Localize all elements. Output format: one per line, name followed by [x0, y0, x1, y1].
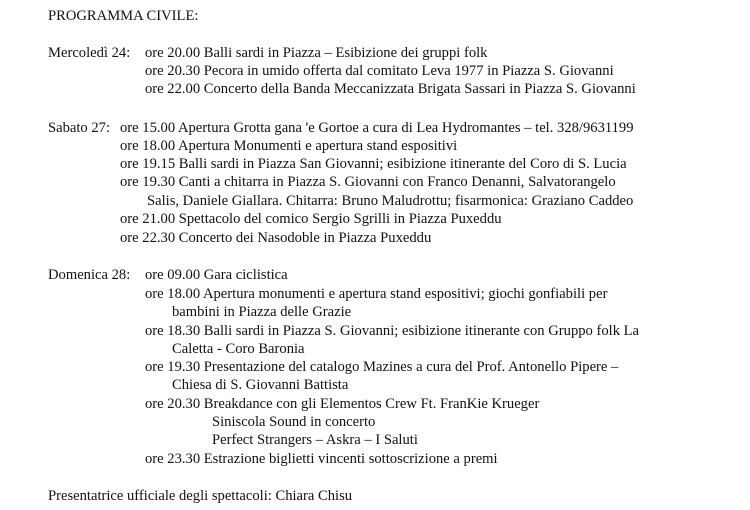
event-line: ore 19.30 Canti a chitarra in Piazza S. Giovanni con Franco Denanni, Salvatorangelo: [120, 174, 616, 190]
event-line: ore 18.00 Apertura monumenti e apertura stand espositivi; giochi gonfiabili per: [145, 286, 608, 302]
event-line: ore 22.30 Concerto dei Nasodoble in Piazza Puxeddu: [120, 230, 432, 246]
event-line: ore 20.30 Pecora in umido offerta dal comitato Leva 1977 in Piazza S. Giovanni: [145, 63, 614, 79]
day-label-mercoledi: Mercoledì 24:: [48, 45, 131, 61]
event-line: ore 09.00 Gara ciclistica: [145, 267, 288, 283]
event-line-sub: Perfect Strangers – Askra – I Saluti: [212, 432, 418, 448]
event-line: ore 15.00 Apertura Grotta gana 'e Gortoe a cura di Lea Hydromantes – tel. 328/9631199: [120, 120, 634, 136]
day-label-sabato: Sabato 27:: [48, 120, 111, 136]
event-line: ore 23.30 Estrazione biglietti vincenti sottoscrizione a premi: [145, 451, 498, 467]
event-line: ore 18.30 Balli sardi in Piazza S. Giovanni; esibizione itinerante con Gruppo folk La: [145, 323, 640, 339]
event-line-continuation: Salis, Daniele Giallara. Chitarra: Bruno Maludrottu; fisarmonica: Graziano Caddeo: [147, 193, 634, 209]
day-label-domenica: Domenica 28:: [48, 267, 131, 283]
event-line: ore 20.00 Balli sardi in Piazza – Esibizione dei gruppi folk: [145, 45, 488, 61]
footer-presenter: Presentatrice ufficiale degli spettacoli: Chiara Chisu: [48, 488, 353, 504]
heading: PROGRAMMA CIVILE:: [48, 8, 199, 24]
event-line: ore 18.00 Apertura Monumenti e apertura stand espositivi: [120, 138, 458, 154]
event-line-continuation: bambini in Piazza delle Grazie: [172, 304, 352, 320]
event-line-continuation: Chiesa di S. Giovanni Battista: [172, 377, 349, 393]
event-line: ore 22.00 Concerto della Banda Meccanizzata Brigata Sassari in Piazza S. Giovanni: [145, 81, 636, 97]
event-line: ore 19.15 Balli sardi in Piazza San Giovanni; esibizione itinerante del Coro di S. Lucia: [120, 156, 627, 172]
event-line: ore 19.30 Presentazione del catalogo Mazines a cura del Prof. Antonello Pipere –: [145, 359, 619, 375]
event-line-sub: Siniscola Sound in concerto: [212, 414, 376, 430]
event-line: ore 20.30 Breakdance con gli Elementos Crew Ft. FranKie Krueger: [145, 396, 540, 412]
event-line-continuation: Caletta - Coro Baronia: [172, 341, 305, 357]
event-line: ore 21.00 Spettacolo del comico Sergio Sgrilli in Piazza Puxeddu: [120, 211, 502, 227]
